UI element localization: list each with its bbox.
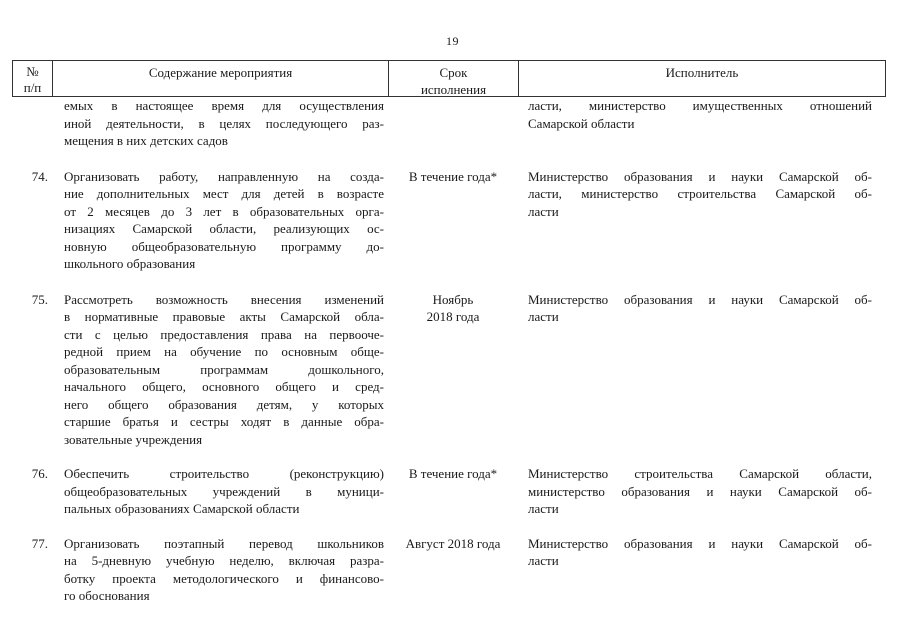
header-content: Содержание мероприятия: [52, 60, 388, 97]
header-term-line1: Срок: [439, 65, 468, 80]
header-executor: Исполнитель: [518, 60, 886, 97]
row-content: [52, 518, 388, 605]
text-line: ласти: [528, 309, 559, 324]
text-line: зовательные учреждения: [64, 431, 203, 447]
row-executor: [518, 150, 886, 273]
row-content: [52, 448, 388, 518]
text-line: на 5-дневную учебную неделю, включая разра-: [64, 553, 384, 568]
row-term: В течение года*: [408, 466, 498, 481]
text-line: новную общеобразовательную программу до-: [64, 238, 384, 254]
text-line: емых в настоящее время для осуществления: [64, 98, 384, 113]
row-executor: [518, 518, 886, 605]
header-term: [388, 60, 518, 97]
text-line: ние дополнительных мест для детей в возрасте: [64, 186, 384, 201]
text-line: от 2 месяцев до 3 лет в образовательных орга-: [64, 203, 384, 219]
measures-table: [12, 60, 886, 605]
text-line: него общего образования детям, у которых: [64, 396, 384, 412]
page-number: 19: [446, 34, 459, 48]
text-line: начального общего, основного общего и сред-: [64, 379, 384, 394]
text-line: Министерство образования и науки Самарской об-: [528, 291, 872, 307]
text-line: Организовать работу, направленную на созда-: [64, 168, 384, 184]
term-line: 2018 года: [426, 309, 480, 324]
text-line: ласти, министерство строительства Самарской об-: [528, 186, 872, 201]
text-line: Организовать поэтапный перевод школьников: [64, 535, 384, 551]
text-line: низациях Самарской области, реализующих ос-: [64, 221, 384, 236]
text-line: ласти, министерство имущественных отношений: [528, 98, 872, 113]
row-term: [388, 273, 518, 449]
text-line: школьного образования: [64, 256, 196, 271]
text-line: общеобразовательных учреждений в муници-: [64, 483, 384, 499]
row-executor: [518, 273, 886, 449]
continuation-term: [388, 97, 518, 150]
text-line: пальных образованиях Самарской области: [64, 501, 300, 516]
text-line: министерство образования и науки Самарской об-: [528, 483, 872, 499]
row-number: 77.: [31, 535, 48, 551]
row-executor: [518, 448, 886, 518]
text-line: ласти: [528, 203, 559, 219]
text-line: Обеспечить строительство (реконструкцию): [64, 466, 384, 481]
row-number: 75.: [31, 291, 48, 307]
text-line: редной прием на обучение по основным обще-: [64, 344, 384, 359]
header-number-line2: п/п: [23, 80, 42, 95]
row-content: [52, 273, 388, 449]
continuation-number: [12, 97, 52, 150]
text-line: Министерство образования и науки Самарской об-: [528, 168, 872, 184]
row-number: 76.: [31, 466, 48, 481]
text-line: сти с целью предоставления права на первооче-: [64, 326, 384, 342]
row-term: В течение года*: [408, 168, 498, 184]
text-line: мещения в них детских садов: [64, 133, 228, 148]
text-line: го обоснования: [64, 588, 150, 603]
row-term: Август 2018 года: [405, 535, 501, 551]
continuation-executor: [518, 97, 886, 150]
term-line: Ноябрь: [432, 291, 474, 307]
text-line: ласти: [528, 553, 559, 568]
text-line: в нормативные правовые акты Самарской обла-: [64, 309, 384, 324]
header-term-line2: исполнения: [420, 82, 487, 97]
header-number-line1: №: [26, 64, 39, 79]
text-line: ласти: [528, 501, 559, 516]
text-line: Министерство строительства Самарской области,: [528, 466, 872, 481]
row-content: [52, 150, 388, 273]
text-line: Министерство образования и науки Самарской об-: [528, 535, 872, 551]
text-line: ботку проекта методологического и финансово-: [64, 570, 384, 586]
continuation-content: [52, 97, 388, 150]
text-line: Самарской области: [528, 115, 635, 131]
text-line: старшие братья и сестры ходят в данные обра-: [64, 414, 384, 429]
header-number: [12, 60, 52, 97]
text-line: Рассмотреть возможность внесения изменений: [64, 291, 384, 307]
text-line: иной деятельности, в целях последующего раз-: [64, 115, 384, 131]
row-number: 74.: [31, 168, 48, 184]
text-line: образовательным программам дошкольного,: [64, 361, 384, 377]
